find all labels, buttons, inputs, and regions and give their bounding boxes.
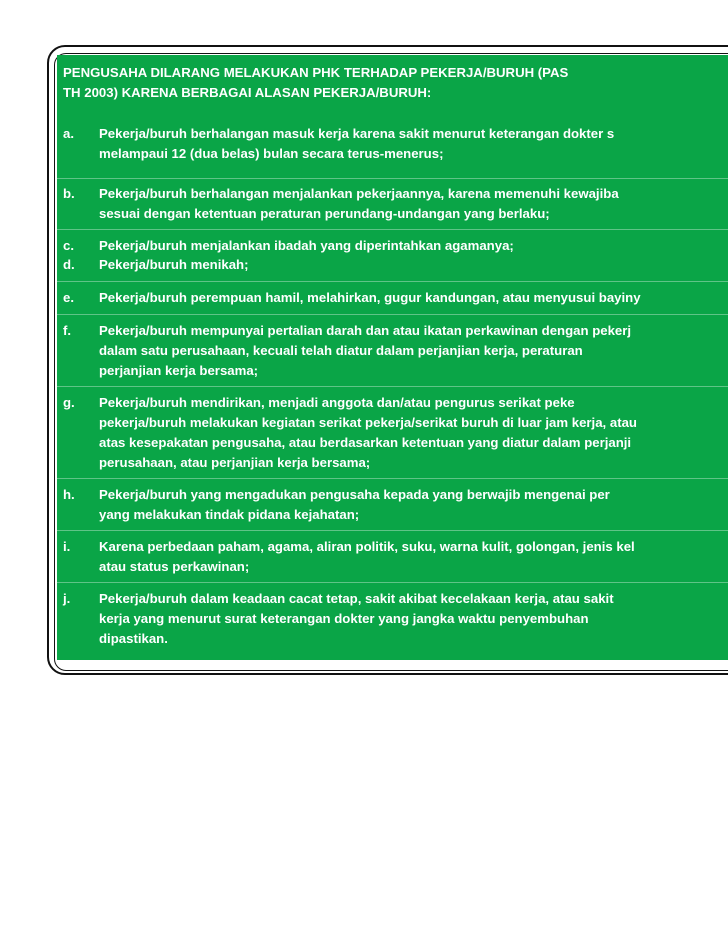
item-marker: h. [63, 487, 75, 502]
divider [57, 582, 728, 583]
divider [57, 178, 728, 179]
item-text: atas kesepakatan pengusaha, atau berdasarkan ketentuan yang diatur dalam perjanji [99, 435, 632, 450]
divider [57, 386, 728, 387]
heading-line-1: PENGUSAHA DILARANG MELAKUKAN PHK TERHADAP PEKERJA/BURUH (PAS [63, 65, 569, 80]
item-text: Pekerja/buruh berhalangan masuk kerja karena sakit menurut keterangan dokter s [99, 126, 615, 141]
content-panel [57, 55, 728, 660]
item-text: atau status perkawinan; [99, 559, 250, 574]
divider [57, 281, 728, 282]
item-text: Pekerja/buruh menjalankan ibadah yang diperintahkan agamanya; [99, 238, 514, 253]
item-text: Pekerja/buruh yang mengadukan pengusaha kepada yang berwajib mengenai per [99, 487, 610, 502]
heading-line-2: TH 2003) KARENA BERBAGAI ALASAN PEKERJA/BURUH: [63, 85, 432, 100]
item-text: Pekerja/buruh mempunyai pertalian darah dan atau ikatan perkawinan dengan pekerj [99, 323, 632, 338]
divider [57, 530, 728, 531]
item-marker: e. [63, 290, 74, 305]
item-marker: c. [63, 238, 74, 253]
item-marker: a. [63, 126, 74, 141]
item-text: melampaui 12 (dua belas) bulan secara terus-menerus; [99, 146, 444, 161]
item-text: Pekerja/buruh perempuan hamil, melahirkan, gugur kandungan, atau menyusui bayiny [99, 290, 641, 305]
item-text: dipastikan. [99, 631, 168, 646]
item-text: perjanjian kerja bersama; [99, 363, 259, 378]
item-marker: g. [63, 395, 75, 410]
item-marker: b. [63, 186, 75, 201]
item-marker: d. [63, 257, 75, 272]
divider [57, 314, 728, 315]
item-text: sesuai dengan ketentuan peraturan perundang-undangan yang berlaku; [99, 206, 550, 221]
item-text: dalam satu perusahaan, kecuali telah diatur dalam perjanjian kerja, peraturan [99, 343, 583, 358]
item-marker: i. [63, 539, 71, 554]
item-text: Pekerja/buruh dalam keadaan cacat tetap, sakit akibat kecelakaan kerja, atau sakit [99, 591, 614, 606]
item-text: kerja yang menurut surat keterangan dokter yang jangka waktu penyembuhan [99, 611, 589, 626]
item-marker: j. [63, 591, 71, 606]
item-text: yang melakukan tindak pidana kejahatan; [99, 507, 360, 522]
item-marker: f. [63, 323, 72, 338]
item-text: pekerja/buruh melakukan kegiatan serikat pekerja/serikat buruh di luar jam kerja, atau [99, 415, 637, 430]
item-text: Pekerja/buruh berhalangan menjalankan pekerjaannya, karena memenuhi kewajiba [99, 186, 619, 201]
heading [63, 63, 568, 103]
item-text: perusahaan, atau perjanjian kerja bersama; [99, 455, 371, 470]
item-text: Karena perbedaan paham, agama, aliran politik, suku, warna kulit, golongan, jenis kel [99, 539, 635, 554]
divider [57, 478, 728, 479]
item-text: Pekerja/buruh mendirikan, menjadi anggota dan/atau pengurus serikat peke [99, 395, 575, 410]
divider [57, 229, 728, 230]
item-text: Pekerja/buruh menikah; [99, 257, 249, 272]
